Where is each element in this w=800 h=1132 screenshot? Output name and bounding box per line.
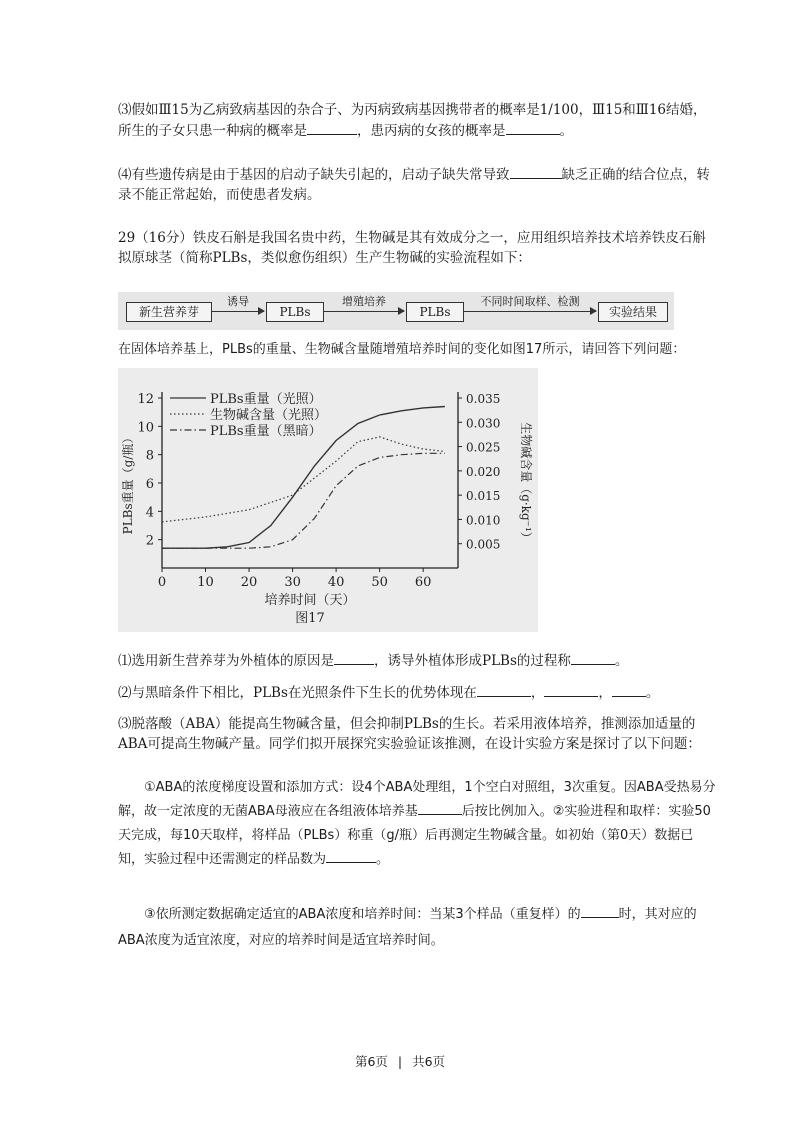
footer-page: 第6页 [354,1054,388,1069]
flow-arrow-proliferate [324,311,404,312]
y-right-tick-label: 0.005 [466,537,501,552]
answer-blank[interactable] [334,650,374,665]
q29-sub3-part3 [118,902,718,954]
answer-blank[interactable] [326,848,376,863]
q29-sub3a-text-mid: 后按比例加入。②实验进程和取样：实验50天完成，每10天取样，将样品（PLBs）称重（g/瓶）后再测定生物碱含量。如初始（第0天）数据已知，实验过程中还需测定的样品数为 [118,804,711,867]
answer-blank[interactable] [510,164,562,179]
answer-blank[interactable] [612,682,646,697]
y-right-tick-label: 0.010 [466,513,501,528]
answer-blank[interactable] [307,120,357,135]
flow-label-proliferate: 增殖培养 [342,295,386,308]
flow-box-result: 实验结果 [598,302,668,322]
y-left-tick-label: 4 [145,505,154,521]
legend-label-3: PLBs重量（黑暗） [210,424,322,439]
y-right-tick-label: 0.015 [466,489,501,504]
y-right-tick-label: 0.035 [466,392,501,406]
y-axis-right-label: 生物碱含量（g·kg⁻¹） [519,422,533,544]
x-tick-label: 10 [197,575,214,590]
figure-caption: 图17 [295,611,325,626]
page-footer [0,1052,800,1070]
punct: ， [530,685,545,701]
flow-arrow-sample [464,311,596,312]
answer-blank[interactable] [544,682,598,697]
y-left-tick-label: 12 [137,392,154,407]
answer-blank[interactable] [477,682,531,697]
answer-blank[interactable] [571,650,615,665]
footer-separator: | [397,1054,403,1069]
q28-part3-text: ⑶假如Ⅲ15为乙病致病基因的杂合子、为丙病致病基因携带者的概率是1/100，Ⅲ15和Ⅲ16结婚，所生的子女只患一种病的概率是 [118,102,707,139]
flow-arrow-induce [212,311,264,312]
series-line-3 [162,453,445,548]
legend-label-2: 生物碱含量（光照） [210,408,328,423]
y-axis-left-label: PLBs重量（g/瓶） [121,431,135,535]
flow-label-sample: 不同时间取样、检测 [480,295,580,308]
x-tick-label: 60 [414,575,432,590]
x-tick-label: 0 [157,575,167,590]
x-axis-label: 培养时间（天） [264,593,356,608]
q29-sub1-text: ⑴选用新生营养芽为外植体的原因是 [118,653,334,669]
answer-blank[interactable] [418,800,462,815]
y-left-tick-label: 6 [145,477,154,492]
y-left-tick-label: 2 [145,533,154,549]
flow-box-plbs-2: PLBs [406,302,464,322]
answer-blank[interactable] [581,903,619,918]
flow-label-induce: 诱导 [227,295,249,308]
x-tick-label: 40 [327,575,345,590]
punct: 。 [614,653,629,669]
flow-box-plbs: PLBs [266,302,324,322]
y-right-tick-label: 0.020 [466,464,501,479]
q29-sub3b-text-post: 时，其对应的ABA浓度为适宜浓度，对应的培养时间是适宜培养时间。 [118,907,697,948]
y-right-tick-label: 0.025 [466,440,501,455]
q28-part4 [118,164,718,205]
footer-total: 共6页 [412,1054,446,1069]
x-tick-label: 20 [240,575,258,590]
q29-sub3: ⑶脱落酸（ABA）能提高生物碱含量，但会抑制PLBs的生长。若采用液体培养，推测添加适量的ABA可提高生物碱产量。同学们拟开展探究实验验证该推测，在设计实验方案是探讨了以下问题： [118,716,701,752]
y-left-tick-label: 8 [145,448,154,464]
chart-intro: 在固体培养基上，PLBs的重量、生物碱含量随增殖培养时间的变化如图17所示，请回答下列问题： [118,342,686,357]
q28-part3-text-mid: ，患丙病的女孩的概率是 [357,123,506,139]
q29-intro: 29（16分）铁皮石斛是我国名贵中药，生物碱是其有效成分之一，应用组织培养技术培养铁皮石斛拟原球茎（简称PLBs，类似愈伤组织）生产生物碱的实验流程如下： [118,230,706,266]
punct: 。 [376,852,390,867]
q29-sub1-text-mid: ，诱导外植体形成PLBs的过程称 [374,653,571,669]
q28-part4-text-post: 缺乏正确的结合位点，转录不能正常起始，而使患者发病。 [118,167,710,203]
y-right-tick-label: 0.030 [466,416,501,431]
punct: 。 [559,123,573,139]
q29-sub3a-text: ①ABA的浓度梯度设置和添加方式：设4个ABA处理组，1个空白对照组，3次重复。因ABA受热易分解，故一定浓度的无菌ABA母液应在各组液体培养基 [118,780,716,819]
punct: ， [598,685,612,701]
flow-box-bud: 新生营养芽 [126,302,212,322]
q28-part4-text: ⑷有些遗传病是由于基因的启动子缺失引起的，启动子缺失常导致 [118,167,510,183]
series-line-2 [162,437,445,522]
q29-sub1 [118,650,718,671]
answer-blank[interactable] [506,120,560,135]
line-chart [118,368,538,632]
q29-sub2 [118,682,718,703]
y-left-tick-label: 10 [137,420,154,436]
q29-sub3-part1-2 [118,776,718,872]
figure-17 [118,368,538,632]
experiment-flowchart [118,292,674,330]
legend-label-1: PLBs重量（光照） [210,392,322,407]
punct: 。 [645,685,660,701]
q28-part3 [118,100,718,141]
x-tick-label: 50 [371,575,388,590]
q29-sub2-text: ⑵与黑暗条件下相比，PLBs在光照条件下生长的优势体现在 [118,685,477,701]
q29-sub3b-text: ③依所测定数据确定适宜的ABA浓度和培养时间：当某3个样品（重复样）的 [144,907,581,922]
x-tick-label: 30 [284,575,301,590]
